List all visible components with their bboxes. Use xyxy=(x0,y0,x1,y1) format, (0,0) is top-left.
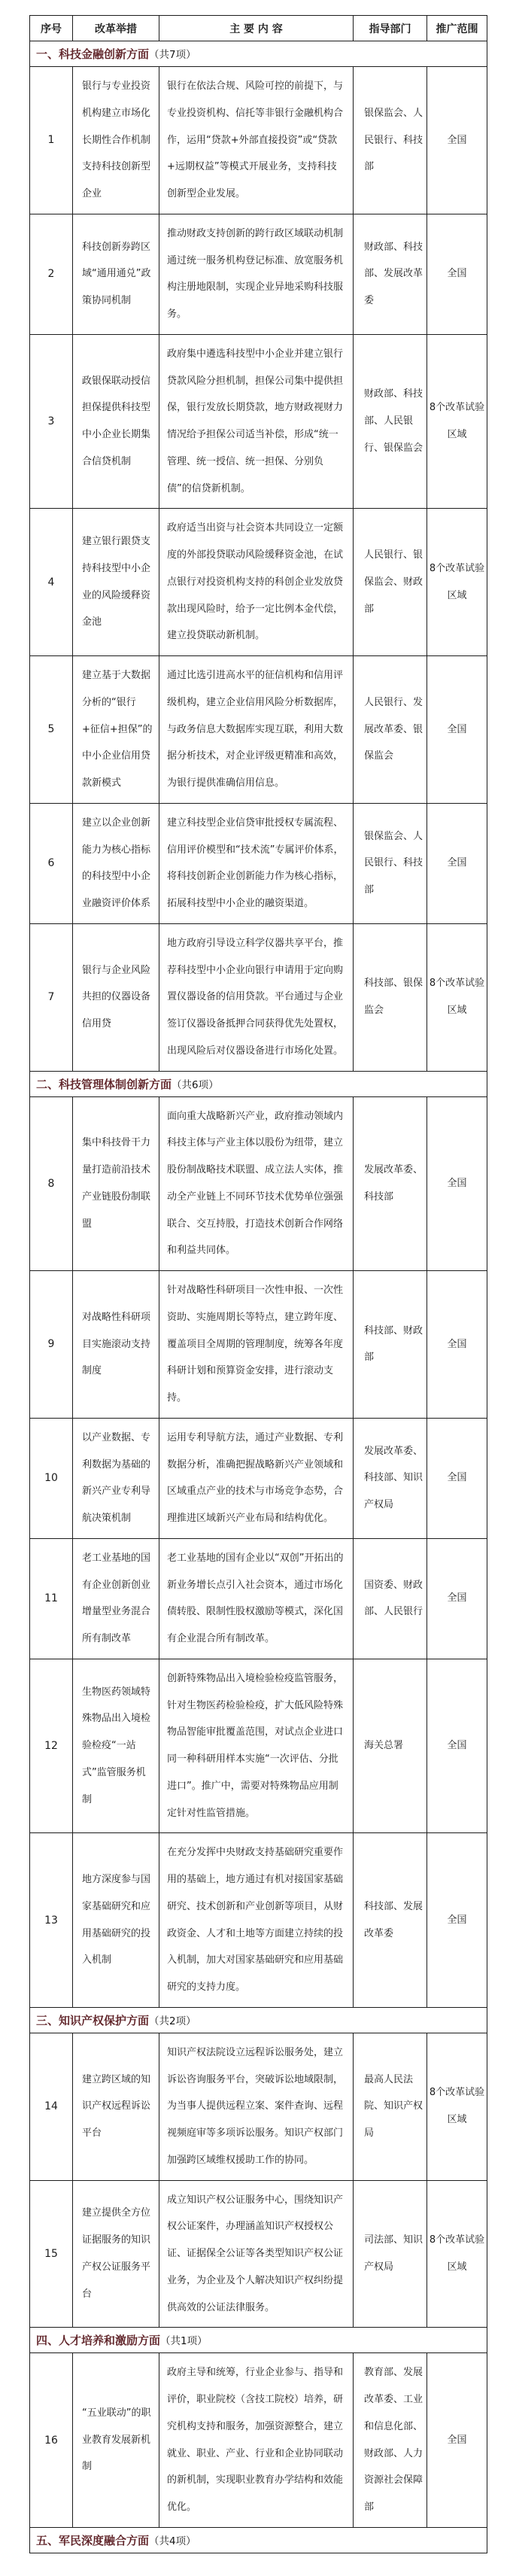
guiding-department: 最高人民法院、知识产权局 xyxy=(354,2033,427,2180)
guiding-department: 科技部、财政部 xyxy=(354,1271,427,1419)
reform-measure: 政银保联动授信担保提供科技型中小企业长期集合信贷机制 xyxy=(73,334,159,509)
promotion-scope: 全国 xyxy=(427,214,487,334)
row-number: 1 xyxy=(30,67,73,214)
main-content: 在充分发挥中央财政支持基础研究重要作用的基础上，地方通过有机对接国家基础研究、技术创新和产业创新等项目，从财政资金、人才和土地等方面建立持续的投入机制，加大对国家基础研究和应用基础研究的支持力度。 xyxy=(159,1833,354,2008)
promotion-scope: 全国 xyxy=(427,1659,487,1833)
promotion-scope: 8个改革试验区域 xyxy=(427,509,487,656)
promotion-scope: 8个改革试验区域 xyxy=(427,2180,487,2328)
promotion-scope: 8个改革试验区域 xyxy=(427,923,487,1071)
main-content: 通过比选引进高水平的征信机构和信用评级机构，建立企业信用风险分析数据库，与政务信息大数据库实现互联，利用大数据分析技术，对企业评级更精准和高效，为银行提供准确信用信息。 xyxy=(159,656,354,804)
main-content: 知识产权法院设立远程诉讼服务处，建立诉讼咨询服务平台，突破诉讼地域限制，为当事人提供远程立案、案件查询、远程视频庭审等多项诉讼服务。知识产权部门加强跨区域维权援助工作的协同。 xyxy=(159,2033,354,2180)
column-header: 改革举措 xyxy=(73,16,159,41)
table-row xyxy=(30,67,487,214)
section-title: 四、人才培养和激励方面 xyxy=(36,2334,161,2348)
promotion-scope: 全国 xyxy=(427,67,487,214)
guiding-department: 海关总署 xyxy=(354,1659,427,1833)
reform-measure: 建立银行跟贷支持科技型中小企业的风险缓释资金池 xyxy=(73,509,159,656)
section-title: 五、军民深度融合方面 xyxy=(36,2533,150,2547)
row-number: 13 xyxy=(30,1833,73,2008)
promotion-scope: 8个改革试验区域 xyxy=(427,334,487,509)
column-header: 指导部门 xyxy=(354,16,427,41)
main-content: 政府适当出资与社会资本共同设立一定额度的外部投贷联动风险缓释资金池，在试点银行对投资机构支持的科创企业发放贷款出现风险时，给予一定比例本金代偿，建立投贷联动新机制。 xyxy=(159,509,354,656)
table-row xyxy=(30,803,487,923)
row-number: 8 xyxy=(30,1096,73,1271)
row-number: 9 xyxy=(30,1271,73,1419)
guiding-department: 科技部、发展改革委 xyxy=(354,1833,427,2008)
guiding-department: 财政部、科技部、人民银行、银保监会 xyxy=(354,334,427,509)
table-row xyxy=(30,1833,487,2008)
header-row xyxy=(30,16,487,41)
table-row xyxy=(30,2033,487,2180)
row-number: 7 xyxy=(30,923,73,1071)
promotion-scope: 全国 xyxy=(427,1271,487,1419)
row-number: 16 xyxy=(30,2353,73,2528)
table-row xyxy=(30,1538,487,1659)
main-content: 运用专利导航方法，通过产业数据、专利数据分析，准确把握战略新兴产业领域和区域重点产业的技术与市场竞争态势，合理推进区域新兴产业布局和结构优化。 xyxy=(159,1418,354,1538)
promotion-scope: 全国 xyxy=(427,2353,487,2528)
section-row xyxy=(30,2527,487,2553)
main-content: 老工业基地的国有企业以“双创”开拓出的新业务增长点引入社会资本，通过市场化债转股、限制性股权激励等模式，深化国有企业混合所有制改革。 xyxy=(159,1538,354,1659)
section-item-count: （共4项） xyxy=(149,2535,196,2547)
section-item-count: （共7项） xyxy=(149,49,196,61)
main-content: 创新特殊物品出入境检验检疫监管服务，针对生物医药检验检疫，扩大低风险特殊物品智能审批覆盖范围，对试点企业进口同一种科研用样本实施“一次评估、分批进口”。推广中，需要对特殊物品应用制定针对性监管措施。 xyxy=(159,1659,354,1833)
main-content: 推动财政支持创新的跨行政区域联动机制通过统一服务机构登记标准、放宽服务机构注册地限制，实现企业异地采购科技服务。 xyxy=(159,214,354,334)
section-row xyxy=(30,2007,487,2033)
section-title: 二、科技管理体制创新方面 xyxy=(36,1077,172,1091)
row-number: 12 xyxy=(30,1659,73,1833)
row-number: 5 xyxy=(30,656,73,804)
reform-measure: 银行与专业投资机构建立市场化长期性合作机制支持科技创新型企业 xyxy=(73,67,159,214)
column-header: 序号 xyxy=(30,16,73,41)
main-content: 政府主导和统筹，行业企业参与、指导和评价，职业院校（含技工院校）培养，研究机构支持和服务，加强资源整合，建立就业、职业、产业、行业和企业协同联动的新机制，实现职业教育办学结构和效能优化。 xyxy=(159,2353,354,2528)
section-header-cell xyxy=(30,1071,487,1096)
row-number: 11 xyxy=(30,1538,73,1659)
promotion-scope: 全国 xyxy=(427,1418,487,1538)
reform-measure: 以产业数据、专利数据为基础的新兴产业专利导航决策机制 xyxy=(73,1418,159,1538)
promotion-scope: 8个改革试验区域 xyxy=(427,2033,487,2180)
guiding-department: 人民银行、发展改革委、银保监会 xyxy=(354,656,427,804)
guiding-department: 银保监会、人民银行、科技部 xyxy=(354,803,427,923)
section-header-cell xyxy=(30,2328,487,2353)
main-content: 建立科技型企业信贷审批授权专属流程、信用评价模型和“技术流”专属评价体系，将科技创新企业创新能力作为核心指标，拓展科技型中小企业的融资渠道。 xyxy=(159,803,354,923)
reform-measure: 科技创新券跨区域“通用通兑”政策协同机制 xyxy=(73,214,159,334)
row-number: 2 xyxy=(30,214,73,334)
table-row xyxy=(30,214,487,334)
section-header-cell xyxy=(30,2527,487,2553)
main-content: 地方政府引导设立科学仪器共享平台，推荐科技型中小企业向银行申请用于定向购置仪器设备的信用贷款。平台通过与企业签订仪器设备抵押合同获得优先处置权，出现风险后对仪器设备进行市场化处置。 xyxy=(159,923,354,1071)
column-header: 推广范围 xyxy=(427,16,487,41)
section-row xyxy=(30,2328,487,2353)
row-number: 3 xyxy=(30,334,73,509)
reform-measure: 建立跨区域的知识产权远程诉讼平台 xyxy=(73,2033,159,2180)
section-header-cell xyxy=(30,2007,487,2033)
promotion-scope: 全国 xyxy=(427,1833,487,2008)
guiding-department: 财政部、科技部、发展改革委 xyxy=(354,214,427,334)
main-content: 政府集中遴选科技型中小企业并建立银行贷款风险分担机制，担保公司集中提供担保，银行发放长期贷款，地方财政视财力情况给予担保公司适当补偿，形成“统一管理、统一授信、统一担保、分别负债”的信贷新机制。 xyxy=(159,334,354,509)
table-row xyxy=(30,334,487,509)
reform-measure: 对战略性科研项目实施滚动支持制度 xyxy=(73,1271,159,1419)
table-row xyxy=(30,2353,487,2528)
guiding-department: 司法部、知识产权局 xyxy=(354,2180,427,2328)
reform-measure: “五业联动”的职业教育发展新机制 xyxy=(73,2353,159,2528)
table-row xyxy=(30,1659,487,1833)
table-row xyxy=(30,1271,487,1419)
promotion-scope: 全国 xyxy=(427,1096,487,1271)
table-body xyxy=(30,41,487,2553)
table-row xyxy=(30,656,487,804)
reform-table xyxy=(29,15,487,2553)
reform-measure: 银行与企业风险共担的仪器设备信用贷 xyxy=(73,923,159,1071)
reform-measure: 建立以企业创新能力为核心指标的科技型中小企业融资评价体系 xyxy=(73,803,159,923)
table-row xyxy=(30,1418,487,1538)
section-item-count: （共1项） xyxy=(160,2335,208,2348)
column-header: 主 要 内 容 xyxy=(159,16,354,41)
table-header xyxy=(30,16,487,41)
guiding-department: 发展改革委、科技部、知识产权局 xyxy=(354,1418,427,1538)
table-row xyxy=(30,1096,487,1271)
row-number: 10 xyxy=(30,1418,73,1538)
section-item-count: （共2项） xyxy=(149,2015,196,2027)
section-row xyxy=(30,41,487,67)
promotion-scope: 全国 xyxy=(427,656,487,804)
section-title: 三、知识产权保护方面 xyxy=(36,2013,150,2027)
reform-measure: 建立基于大数据分析的“银行+征信+担保”的中小企业信用贷款新模式 xyxy=(73,656,159,804)
promotion-scope: 全国 xyxy=(427,803,487,923)
reform-measure: 老工业基地的国有企业创新创业增量型业务混合所有制改革 xyxy=(73,1538,159,1659)
reform-measure: 生物医药领域特殊物品出入境检验检疫“一站式”监管服务机制 xyxy=(73,1659,159,1833)
main-content: 针对战略性科研项目一次性申报、一次性资助、实施周期长等特点，建立跨年度、覆盖项目全周期的管理制度，统筹各年度科研计划和预算资金安排，进行滚动支持。 xyxy=(159,1271,354,1419)
section-row xyxy=(30,1071,487,1096)
guiding-department: 银保监会、人民银行、科技部 xyxy=(354,67,427,214)
table-row xyxy=(30,2180,487,2328)
guiding-department: 发展改革委、科技部 xyxy=(354,1096,427,1271)
row-number: 4 xyxy=(30,509,73,656)
promotion-scope: 全国 xyxy=(427,1538,487,1659)
section-title: 一、科技金融创新方面 xyxy=(36,47,150,61)
guiding-department: 国资委、财政部、人民银行 xyxy=(354,1538,427,1659)
row-number: 6 xyxy=(30,803,73,923)
main-content: 面向重大战略新兴产业，政府推动领域内科技主体与产业主体以股份为纽带，建立股份制战略技术联盟、成立法人实体，推动全产业链上不同环节技术优势单位强强联合、交互持股，打造技术创新合作网络和利益共同体。 xyxy=(159,1096,354,1271)
section-header-cell xyxy=(30,41,487,67)
guiding-department: 人民银行、银保监会、财政部 xyxy=(354,509,427,656)
guiding-department: 科技部、银保监会 xyxy=(354,923,427,1071)
table-row xyxy=(30,923,487,1071)
table-row xyxy=(30,509,487,656)
guiding-department: 教育部、发展改革委、工业和信息化部、财政部、人力资源社会保障部 xyxy=(354,2353,427,2528)
reform-measure: 集中科技骨干力量打造前沿技术产业链股份制联盟 xyxy=(73,1096,159,1271)
row-number: 14 xyxy=(30,2033,73,2180)
main-content: 成立知识产权公证服务中心，围绕知识产权公证案件，办理涵盖知识产权授权公证、证据保全公证等各类型知识产权公证业务，为企业及个人解决知识产权纠纷提供高效的公证法律服务。 xyxy=(159,2180,354,2328)
row-number: 15 xyxy=(30,2180,73,2328)
section-item-count: （共6项） xyxy=(172,1078,219,1091)
reform-measure: 地方深度参与国家基础研究和应用基础研究的投入机制 xyxy=(73,1833,159,2008)
main-content: 银行在依法合规、风险可控的前提下，与专业投资机构、信托等非银行金融机构合作，运用“贷款+外部直接投资”或“贷款+远期权益”等模式开展业务，支持科技创新型企业发展。 xyxy=(159,67,354,214)
reform-measure: 建立提供全方位证据服务的知识产权公证服务平台 xyxy=(73,2180,159,2328)
